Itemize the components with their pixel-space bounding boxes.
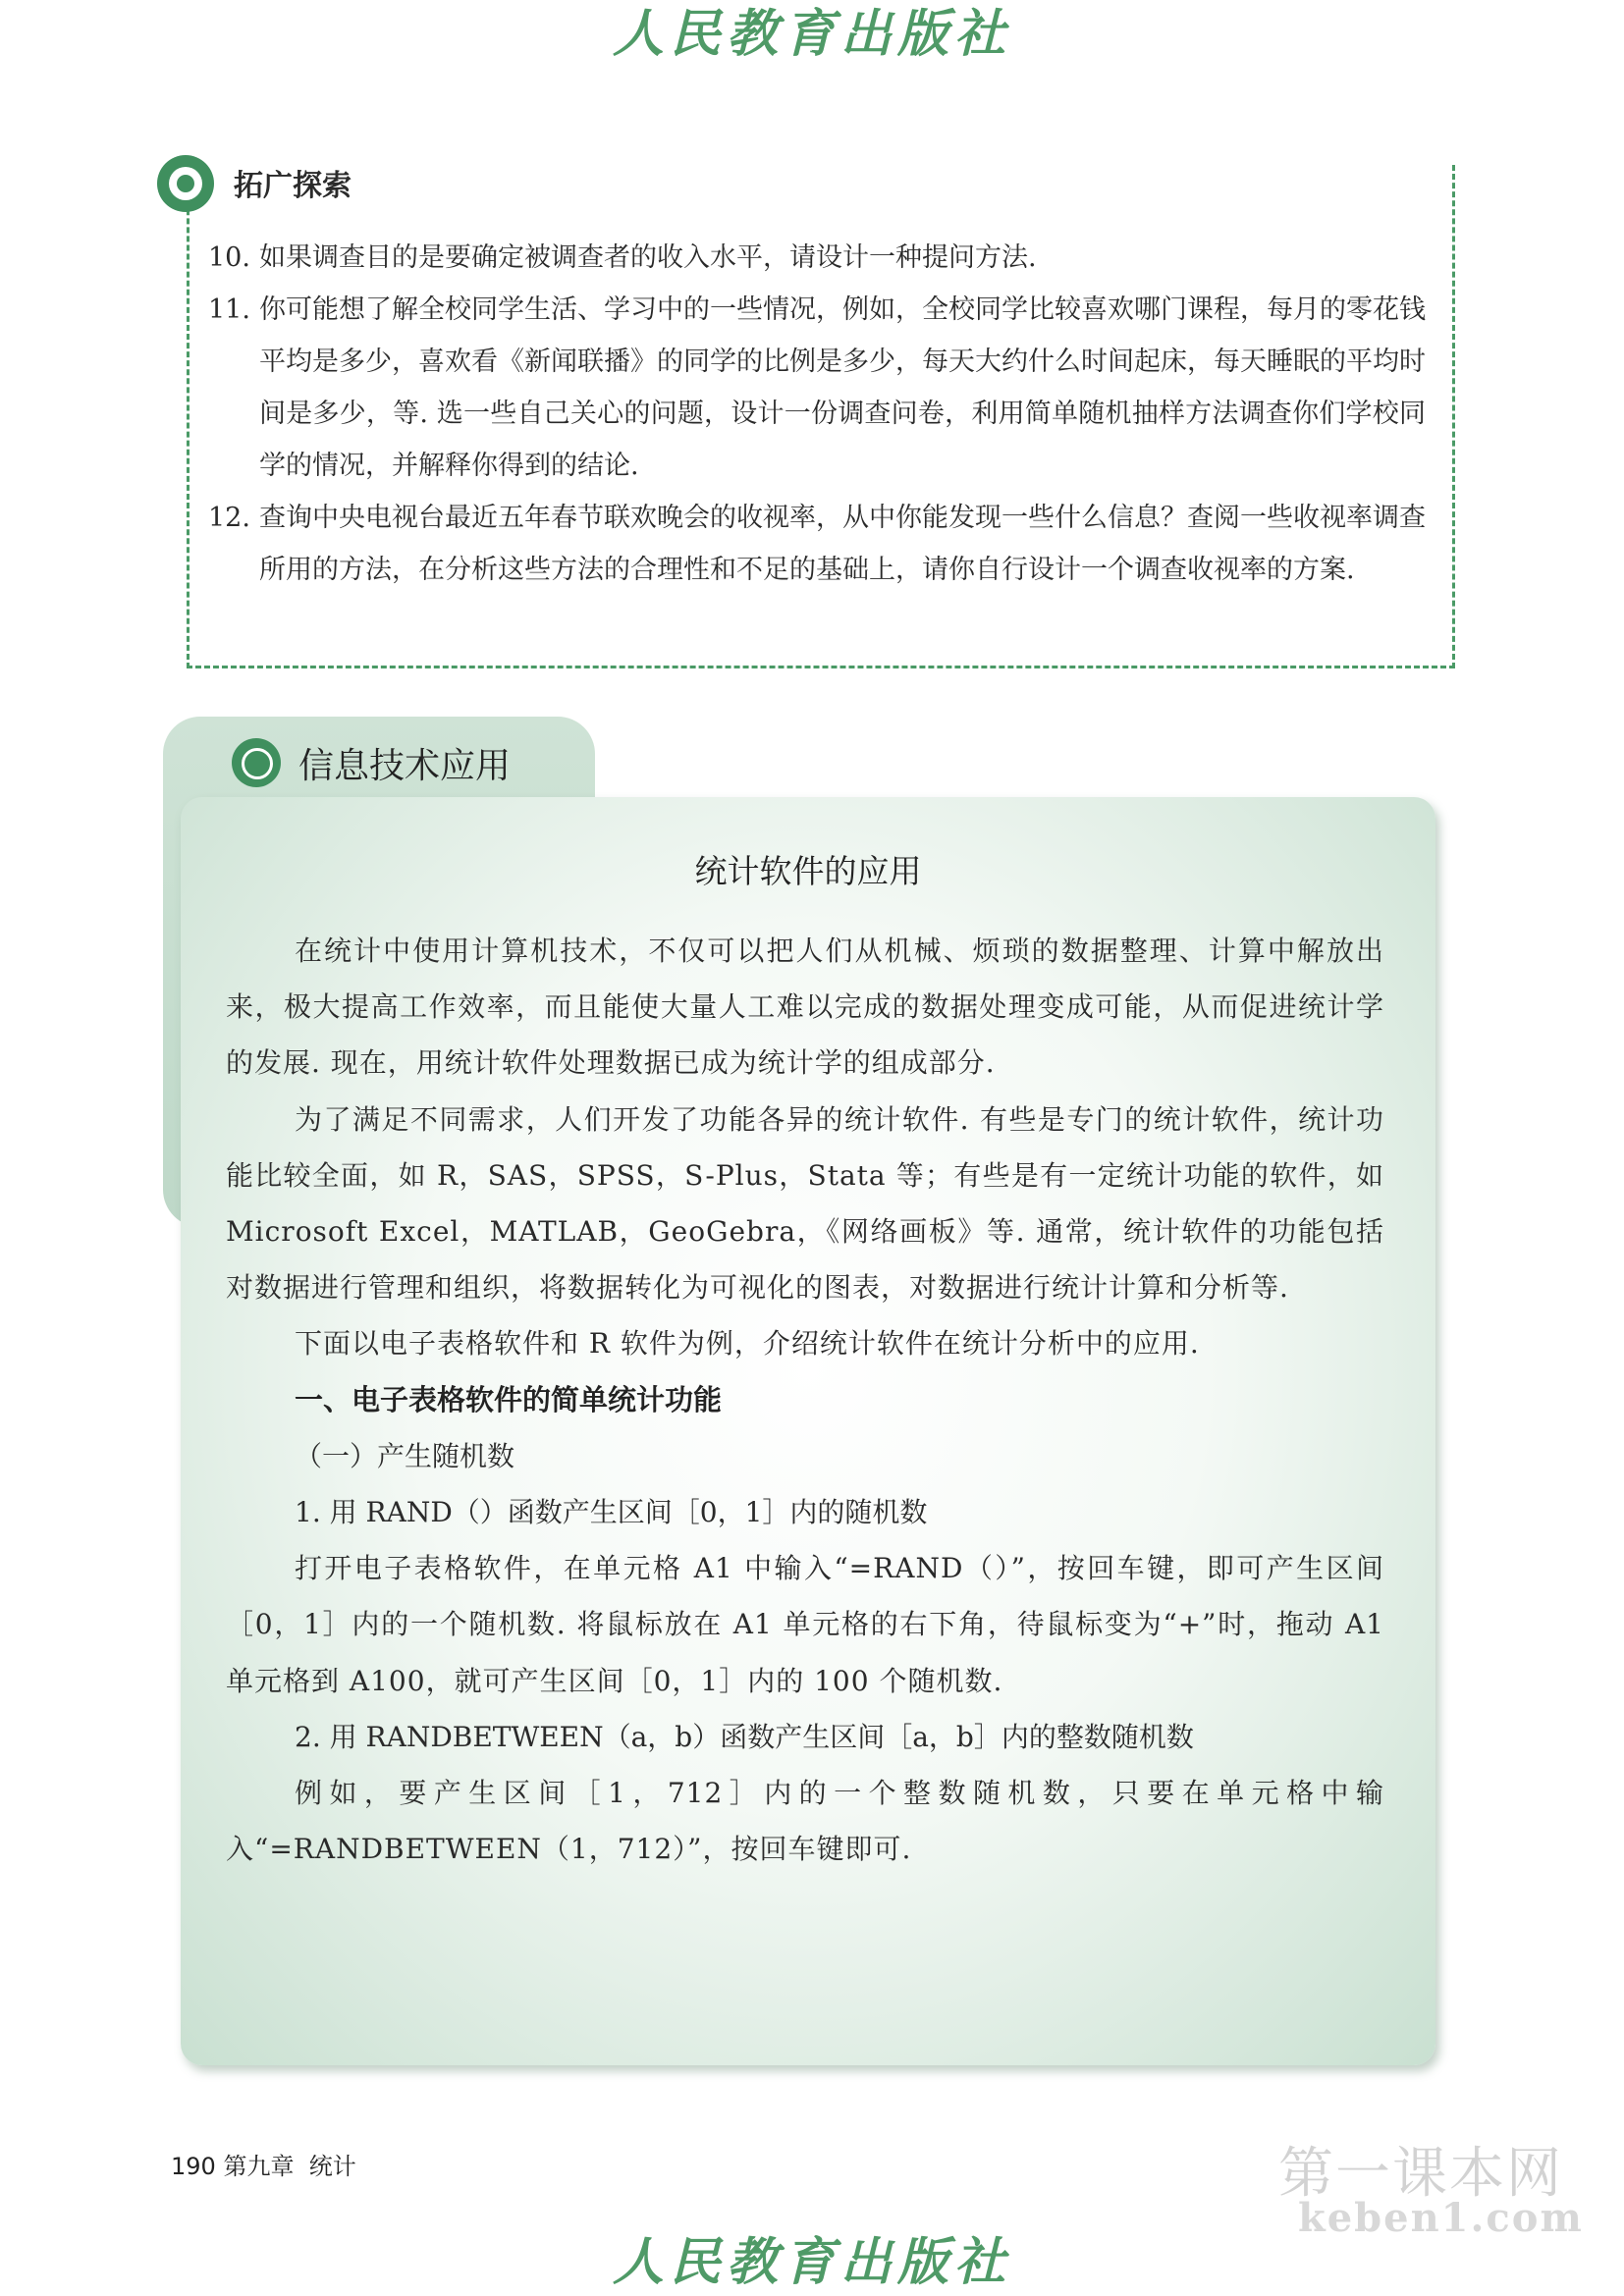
section-heading: 一、电子表格软件的简单统计功能 xyxy=(295,1382,723,1416)
extension-icon xyxy=(157,155,214,212)
chapter-label: 第九章 xyxy=(223,2153,295,2180)
page-number: 190 xyxy=(171,2153,216,2180)
subsection-heading: （一）产生随机数 xyxy=(295,1439,515,1472)
paragraph-randbetween: 例如，要产生区间［1，712］内的一个整数随机数，只要在单元格中输入“=RANDBETWEEN（1，712）”，按回车键即可. xyxy=(226,1777,1384,1866)
exercise-number: 11. xyxy=(208,294,250,325)
rand-heading: 1. 用 RAND（）函数产生区间［0，1］内的随机数 xyxy=(295,1496,928,1529)
publisher-mark-bottom: 人民教育出版社 xyxy=(612,2232,1011,2292)
exercise-item xyxy=(208,284,1426,492)
watermark-text: 第一课本网 xyxy=(1278,2142,1563,2206)
exercise-number: 12. xyxy=(208,503,250,533)
exercise-number: 10. xyxy=(208,242,250,273)
paragraph-overview: 下面以电子表格软件和 R 软件为例，介绍统计软件在统计分析中的应用. xyxy=(295,1327,1200,1361)
watermark-url: keben1.com xyxy=(1298,2195,1584,2241)
paragraph-software: 为了满足不同需求，人们开发了功能各异的统计软件. 有些是专门的统计软件，统计功能比较全面，如 R，SAS，SPSS，S-Plus，Stata 等；有些是有一定统计功能的软件，如 Microsoft Excel，MATLAB，GeoGebra，《网络画板》等. 通常，统计软件的功能包括对数据进行管理和组织，将数据转化为可视化的图表，对数据进行统计计算和分析等. xyxy=(226,1102,1384,1305)
panel-body xyxy=(226,923,1384,1877)
extension-title: 拓广探索 xyxy=(234,169,352,203)
chapter-section: 统计 xyxy=(308,2153,356,2180)
paragraph-rand: 打开电子表格软件，在单元格 A1 中输入“=RAND（）”，按回车键，即可产生区间［0，1］内的一个随机数. 将鼠标放在 A1 单元格的右下角，待鼠标变为“+”时，拖动 A1 单元格到 A100，就可产生区间［0，1］内的 100 个随机数. xyxy=(226,1552,1384,1697)
exercise-text: 你可能想了解全校同学生活、学习中的一些情况，例如，全校同学比较喜欢哪门课程，每月的零花钱平均是多少，喜欢看《新闻联播》的同学的比例是多少，每天大约什么时间起床，每天睡眠的平均时间是多少，等. 选一些自己关心的问题，设计一份调查问卷，利用简单随机抽样方法调查你们学校同学的情况，并解释你得到的结论. xyxy=(259,294,1426,481)
panel-title: 统计软件的应用 xyxy=(694,852,922,890)
page-footer xyxy=(171,2147,356,2181)
info-tech-icon xyxy=(232,738,281,787)
exercise-list xyxy=(208,232,1426,596)
paragraph-intro: 在统计中使用计算机技术，不仅可以把人们从机械、烦琐的数据整理、计算中解放出来，极大提高工作效率，而且能使大量人工难以完成的数据处理变成可能，从而促进统计学的发展. 现在，用统计软件处理数据已成为统计学的组成部分. xyxy=(226,934,1384,1080)
exercise-item xyxy=(208,232,1426,284)
publisher-mark-top: 人民教育出版社 xyxy=(612,4,1011,64)
exercise-item xyxy=(208,492,1426,596)
exercise-text: 查询中央电视台最近五年春节联欢晚会的收视率，从中你能发现一些什么信息？查阅一些收视率调查所用的方法，在分析这些方法的合理性和不足的基础上，请你自行设计一个调查收视率的方案. xyxy=(259,503,1426,585)
info-tech-tab-title: 信息技术应用 xyxy=(298,746,512,786)
randbetween-heading: 2. 用 RANDBETWEEN（a，b）函数产生区间［a，b］内的整数随机数 xyxy=(295,1720,1194,1753)
exercise-text: 如果调查目的是要确定被调查者的收入水平，请设计一种提问方法. xyxy=(259,242,1037,273)
